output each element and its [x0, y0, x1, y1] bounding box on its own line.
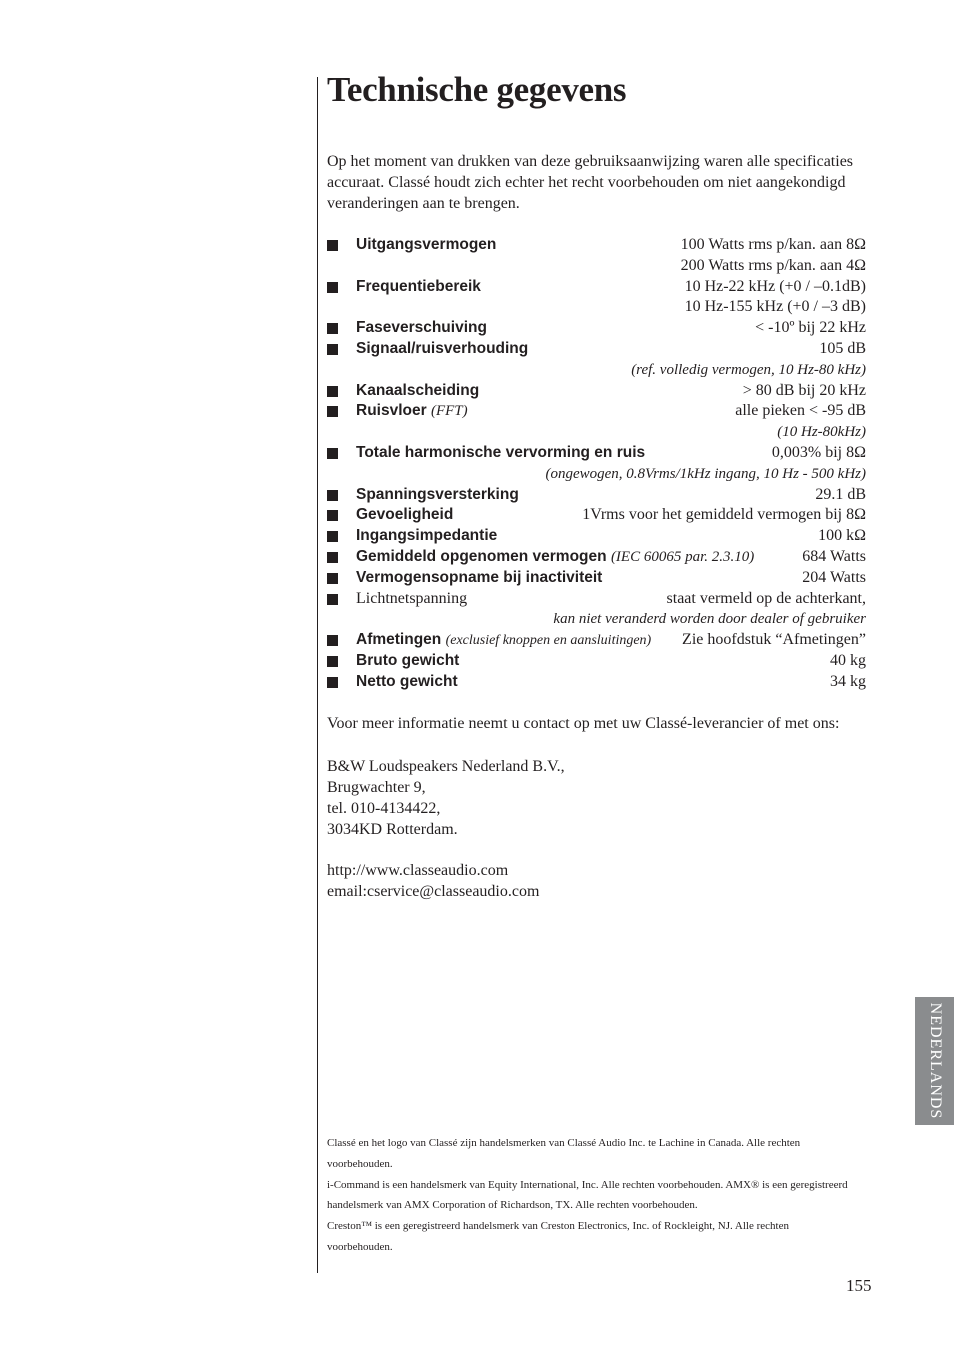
contact-intro: Voor meer informatie neemt u contact op met uw Classé-leverancier of met ons: [327, 715, 840, 732]
square-bullet-icon [327, 510, 338, 521]
address-line: 3034KD Rotterdam. [327, 821, 458, 838]
spec-value: < -10º bij 22 kHz [755, 319, 866, 337]
spec-label [356, 401, 468, 422]
spec-row-continuation [327, 464, 866, 485]
spec-label-note: (exclusief knoppen en aansluitingen) [445, 633, 652, 649]
square-bullet-icon [327, 656, 338, 667]
spec-label: Uitgangsvermogen [356, 236, 497, 253]
spec-row-continuation [327, 360, 866, 381]
spec-row [327, 339, 866, 360]
footnote: i-Command is een handelsmerk van Equity International, Inc. Alle rechten voorbehouden. AMX® is een geregistreerd handelsmerk van AMX Corporation of Richardson, TX. Alle rechten voorbehouden. [327, 1178, 848, 1212]
intro-paragraph: Op het moment van drukken van deze gebruiksaanwijzing waren alle specificaties accuraat. Classé houdt zich echter het recht voorbehouden om niet aangekondigd veranderingen aan te brengen. [327, 153, 854, 212]
square-bullet-icon [327, 594, 338, 605]
spec-label-text: Gemiddeld opgenomen vermogen [356, 547, 607, 565]
spec-label-text: Afmetingen [356, 631, 442, 649]
language-tab [915, 997, 954, 1125]
spec-value: 10 Hz-155 kHz (+0 / –3 dB) [684, 298, 866, 316]
spec-value: 29.1 dB [815, 485, 866, 503]
spec-value: 200 Watts rms p/kan. aan 4Ω [680, 256, 866, 274]
square-bullet-icon [327, 344, 338, 355]
spec-value: 1Vrms voor het gemiddeld vermogen bij 8Ω [582, 506, 866, 524]
spec-value-note: (ref. volledig vermogen, 10 Hz-80 kHz) [631, 361, 866, 378]
square-bullet-icon [327, 282, 338, 293]
spec-label: Totale harmonische vervorming en ruis [356, 443, 646, 461]
spec-value: 684 Watts [802, 547, 866, 565]
address-line: Brugwachter 9, [327, 779, 426, 796]
footnote: Creston™ is een geregistreerd handelsmerk van Creston Electronics, Inc. of Rockleight, NJ. Alle rechten voorbehouden. [327, 1220, 789, 1253]
spec-label: Signaal/ruisverhouding [356, 339, 529, 357]
spec-value: staat vermeld op de achterkant, [666, 589, 866, 607]
square-bullet-icon [327, 386, 338, 397]
spec-row-continuation [327, 609, 866, 630]
spec-label: Lichtnetspanning [356, 589, 468, 607]
spec-row [327, 568, 866, 589]
spec-row [327, 651, 866, 672]
spec-row [327, 443, 866, 464]
spec-row-continuation [327, 297, 866, 318]
language-tab-label: NEDERLANDS [926, 1002, 944, 1120]
spec-value-note: kan niet veranderd worden door dealer of gebruiker [553, 611, 866, 628]
spec-value: 105 dB [819, 339, 866, 357]
spec-value-note: (ongewogen, 0.8Vrms/1kHz ingang, 10 Hz - 500 kHz) [545, 465, 866, 482]
spec-label: Gevoeligheid [356, 506, 454, 524]
margin-rule [317, 77, 318, 1273]
square-bullet-icon [327, 531, 338, 542]
square-bullet-icon [327, 552, 338, 563]
square-bullet-icon [327, 573, 338, 584]
spec-label-note: (FFT) [430, 403, 468, 420]
page-number: 155 [846, 1276, 872, 1295]
spec-value: > 80 dB bij 20 kHz [742, 381, 866, 399]
spec-value: 10 Hz-22 kHz (+0 / –0.1dB) [684, 277, 866, 295]
spec-value: 34 kg [830, 672, 866, 690]
spec-label-note: (IEC 60065 par. 2.3.10) [610, 548, 755, 565]
address-block [327, 756, 565, 840]
spec-row [327, 505, 866, 526]
spec-row [327, 235, 866, 256]
page-title: Technische gegevens [327, 70, 627, 109]
square-bullet-icon [327, 240, 338, 251]
address-line: B&W Loudspeakers Nederland B.V., [327, 758, 565, 775]
address-line: tel. 010-4134422, [327, 800, 441, 817]
spec-label: Netto gewicht [356, 672, 458, 690]
spec-label: Vermogensopname bij inactiviteit [356, 568, 603, 586]
spec-label [356, 630, 651, 652]
website-link[interactable]: http://www.classeaudio.com [327, 862, 509, 879]
spec-row-continuation [327, 422, 866, 443]
spec-row [327, 485, 866, 506]
spec-label: Kanaalscheiding [356, 381, 480, 399]
square-bullet-icon [327, 406, 338, 417]
spec-row [327, 318, 866, 339]
spec-row [327, 547, 866, 568]
spec-label [356, 547, 754, 568]
email-link[interactable]: email:cservice@classeaudio.com [327, 883, 540, 900]
square-bullet-icon [327, 677, 338, 688]
square-bullet-icon [327, 448, 338, 459]
spec-label: Faseverschuiving [356, 319, 487, 337]
spec-label: Frequentiebereik [356, 277, 481, 295]
spec-row-continuation [327, 256, 866, 277]
spec-row [327, 381, 866, 402]
spec-value-note: (10 Hz-80kHz) [777, 424, 866, 441]
spec-row [327, 526, 866, 547]
footnote: Classé en het logo van Classé zijn handelsmerken van Classé Audio Inc. te Lachine in Canada. Alle rechten voorbehouden. [327, 1137, 801, 1170]
web-contact-block [327, 860, 539, 902]
spec-value: Zie hoofdstuk “Afmetingen” [682, 631, 866, 649]
spec-row [327, 630, 866, 651]
spec-value: 100 Watts rms p/kan. aan 8Ω [680, 236, 866, 253]
trademark-footnotes [327, 1133, 857, 1258]
square-bullet-icon [327, 635, 338, 646]
spec-row [327, 589, 866, 610]
square-bullet-icon [327, 323, 338, 334]
spec-row [327, 672, 866, 693]
spec-value: 40 kg [830, 651, 866, 669]
spec-value: 0,003% bij 8Ω [771, 443, 866, 461]
spec-list [327, 235, 866, 693]
spec-label: Spanningsversterking [356, 485, 519, 503]
spec-label-text: Ruisvloer [356, 402, 427, 420]
spec-value: alle pieken < -95 dB [735, 402, 866, 420]
square-bullet-icon [327, 490, 338, 501]
spec-value: 100 kΩ [818, 527, 866, 545]
spec-row [327, 401, 866, 422]
spec-row [327, 277, 866, 298]
spec-value: 204 Watts [802, 568, 866, 586]
spec-label: Ingangsimpedantie [356, 527, 498, 545]
spec-label: Bruto gewicht [356, 651, 460, 669]
